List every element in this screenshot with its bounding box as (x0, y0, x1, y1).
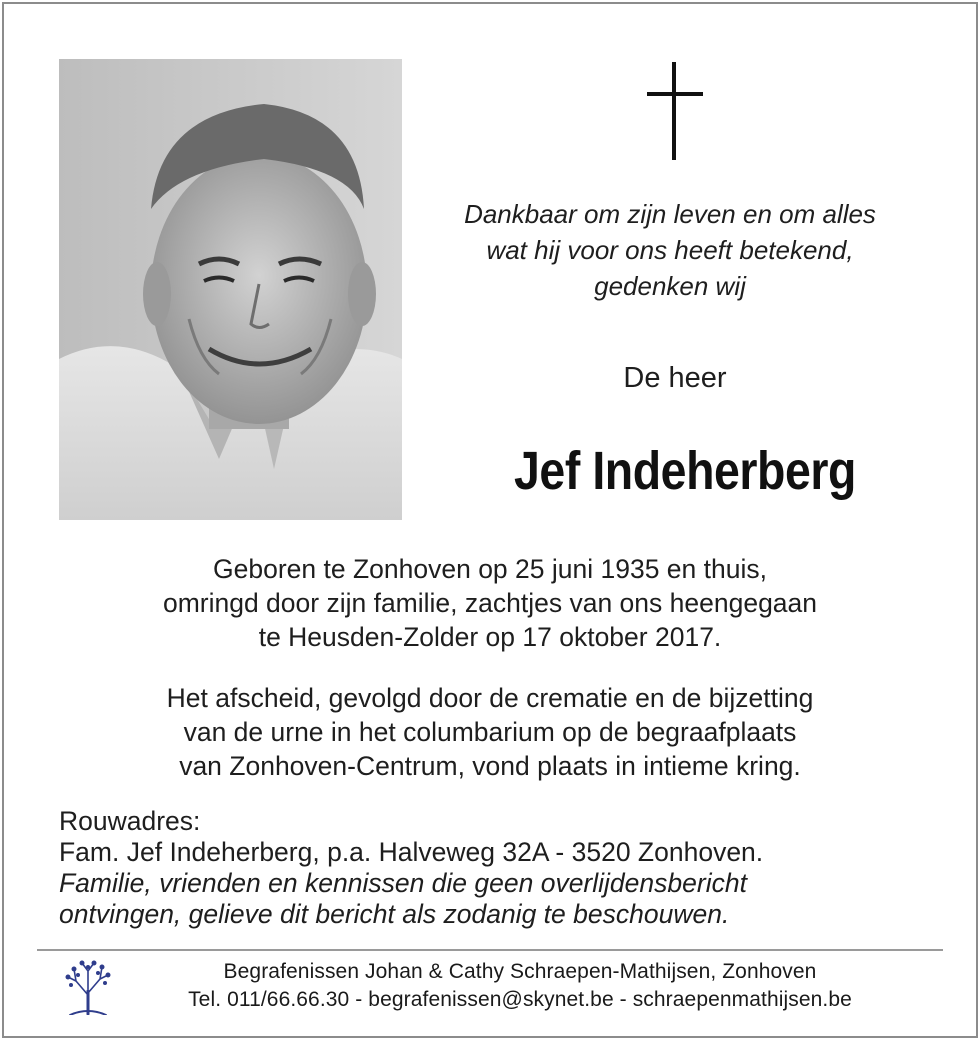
tree-icon (62, 959, 114, 1015)
honorific: De heer (623, 362, 727, 394)
address-line: Fam. Jef Indeherberg, p.a. Halveweg 32A - 3520 Zonhoven. (59, 837, 764, 867)
deceased-name: Jef Indeherberg (514, 441, 856, 501)
quote-line-3: gedenken wij (594, 271, 746, 301)
mourning-address (59, 806, 939, 930)
birth-line-1: Geboren te Zonhoven op 25 juni 1935 en thuis, (213, 554, 767, 584)
farewell-line-2: van de urne in het columbarium op de begraafplaats (183, 717, 797, 747)
footer-line-1: Begrafenissen Johan & Cathy Schraepen-Mathijsen, Zonhoven (223, 960, 817, 983)
farewell-line-1: Het afscheid, gevolgd door de crematie en de bijzetting (166, 683, 814, 713)
footer-line-2: Tel. 011/66.66.30 - begrafenissen@skynet.be - schraepenmathijsen.be (188, 988, 852, 1011)
latin-cross-icon (645, 62, 705, 160)
dedication-quote (400, 196, 940, 304)
birth-line-3: te Heusden-Zolder op 17 oktober 2017. (258, 622, 722, 652)
address-label: Rouwadres: (59, 806, 201, 836)
birth-paragraph (60, 552, 920, 654)
funeral-home-footer (120, 958, 920, 1014)
quote-line-1: Dankbaar om zijn leven en om alles (464, 199, 876, 229)
quote-line-2: wat hij voor ons heeft betekend, (486, 235, 854, 265)
farewell-paragraph (60, 681, 920, 783)
birth-line-2: omringd door zijn familie, zachtjes van ons heengegaan (162, 588, 818, 618)
address-note-2: ontvingen, gelieve dit bericht als zodanig te beschouwen. (59, 899, 730, 929)
farewell-line-3: van Zonhoven-Centrum, vond plaats in intieme kring. (179, 751, 801, 781)
address-note-1: Familie, vrienden en kennissen die geen overlijdensbericht (59, 868, 747, 898)
portrait-photo (59, 59, 402, 520)
footer-divider (37, 949, 943, 951)
